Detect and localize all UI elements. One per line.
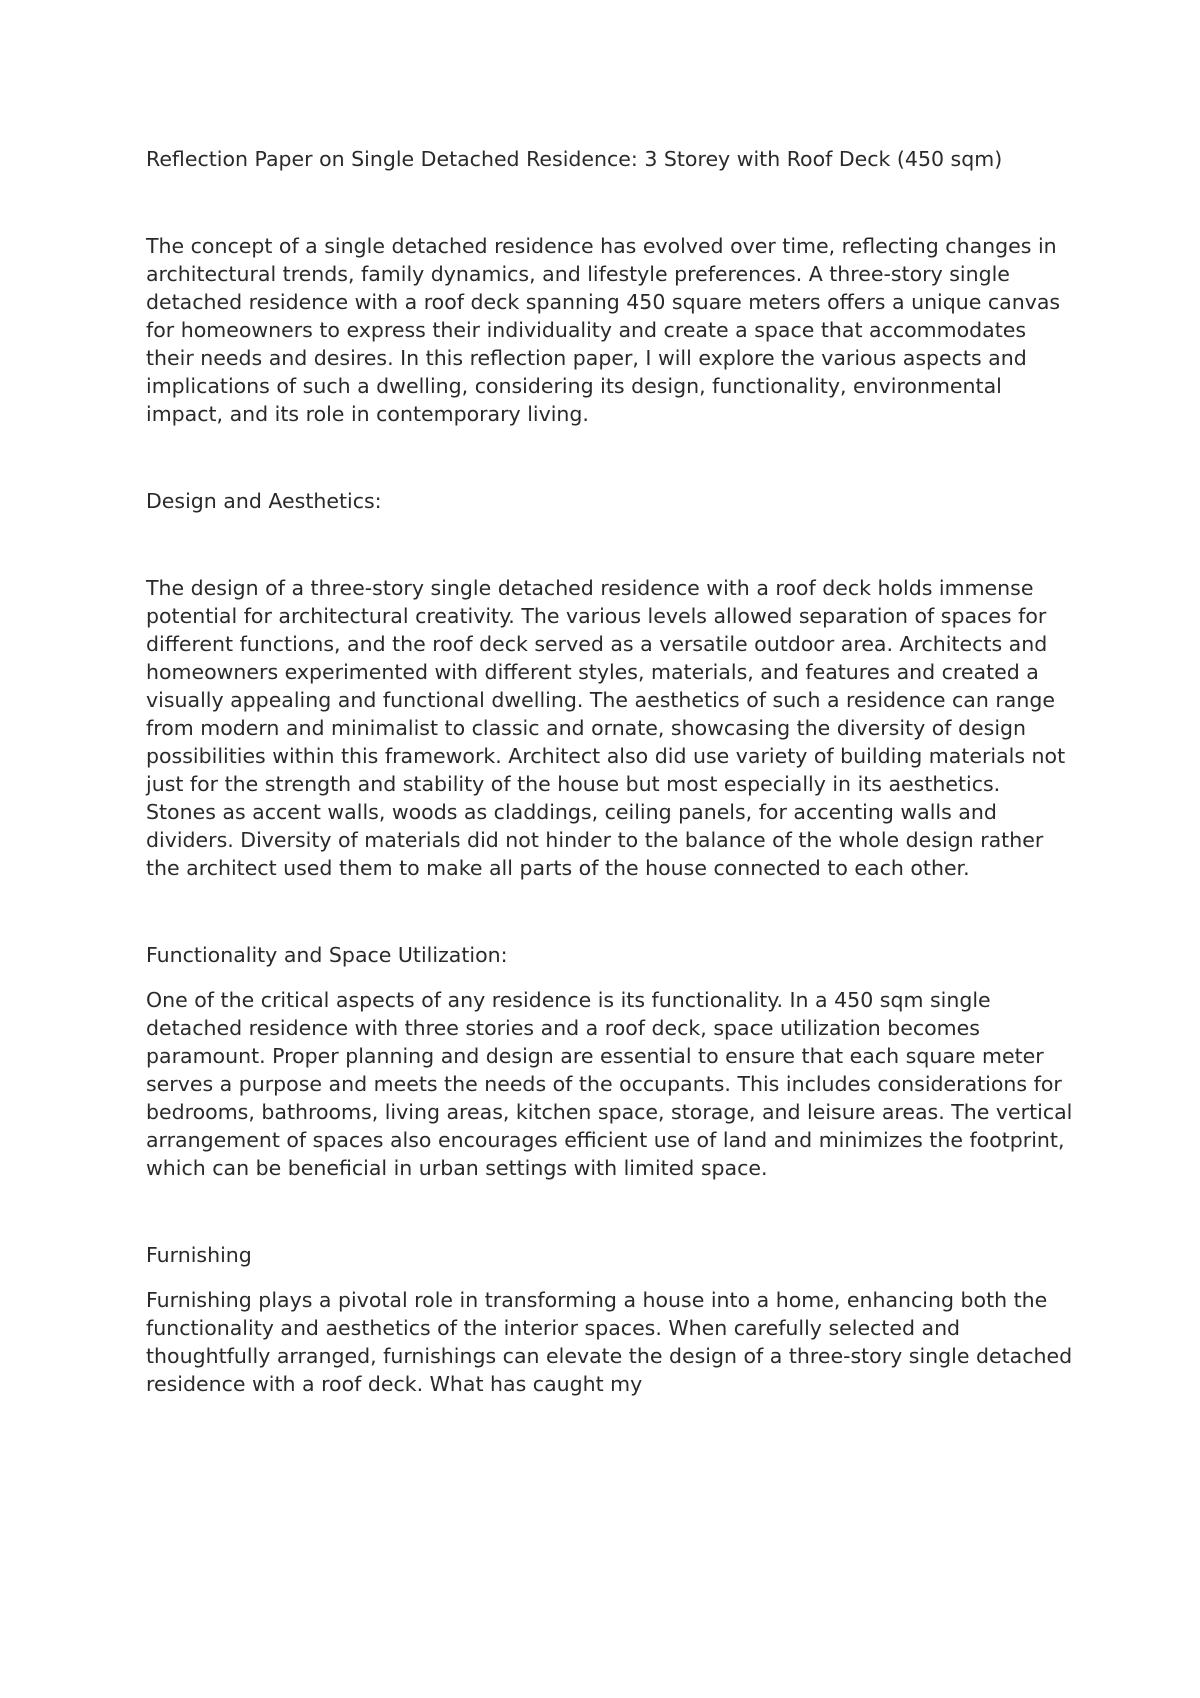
spacer xyxy=(146,969,1076,986)
section-body-design: The design of a three-story single detached residence with a roof deck holds immense potential for architectural creativity. The various levels allowed separation of spaces for different functions, and the roof deck served as a versatile outdoor area. Architects and homeowners experimented with different styles, materials, and features and created a visually appealing and functional dwelling. The aesthetics of such a residence can range from modern and minimalist to classic and ornate, showcasing the diversity of design possibilities within this framework. Architect also did use variety of building materials not just for the strength and stability of the house but most especially in its aesthetics. Stones as accent walls, woods as claddings, ceiling panels, for accenting walls and dividers. Diversity of materials did not hinder to the balance of the whole design rather the architect used them to make all parts of the house connected to each other. xyxy=(146,576,1066,880)
document-body xyxy=(146,145,1076,1398)
spacer xyxy=(146,882,1076,941)
spacer xyxy=(146,1182,1076,1241)
spacer xyxy=(146,428,1076,487)
section-body-furnishing: Furnishing plays a pivotal role in transforming a house into a home, enhancing both the functionality and aesthetics of the interior spaces. When carefully selected and thoughtfully arranged, furnishings can elevate the design of a three-story single detached residence with a roof deck. What has caught my xyxy=(146,1288,1073,1396)
document-title: Reflection Paper on Single Detached Residence: 3 Storey with Roof Deck (450 sqm) xyxy=(146,147,1003,171)
section-heading-functionality: Functionality and Space Utilization: xyxy=(146,943,508,967)
section-heading-furnishing: Furnishing xyxy=(146,1243,252,1267)
intro-paragraph: The concept of a single detached residence has evolved over time, reflecting changes in architectural trends, family dynamics, and lifestyle preferences. A three-story single detached residence with a roof deck spanning 450 square meters offers a unique canvas for homeowners to express their individuality and create a space that accommodates their needs and desires. In this reflection paper, I will explore the various aspects and implications of such a dwelling, considering its design, functionality, environmental impact, and its role in contemporary living. xyxy=(146,234,1061,426)
spacer xyxy=(146,515,1076,574)
section-body-functionality: One of the critical aspects of any residence is its functionality. In a 450 sqm single detached residence with three stories and a roof deck, space utilization becomes paramount. Proper planning and design are essential to ensure that each square meter serves a purpose and meets the needs of the occupants. This includes considerations for bedrooms, bathrooms, living areas, kitchen space, storage, and leisure areas. The vertical arrangement of spaces also encourages efficient use of land and minimizes the footprint, which can be beneficial in urban settings with limited space. xyxy=(146,988,1073,1180)
spacer xyxy=(146,1269,1076,1286)
section-heading-design: Design and Aesthetics: xyxy=(146,489,382,513)
spacer xyxy=(146,173,1076,232)
